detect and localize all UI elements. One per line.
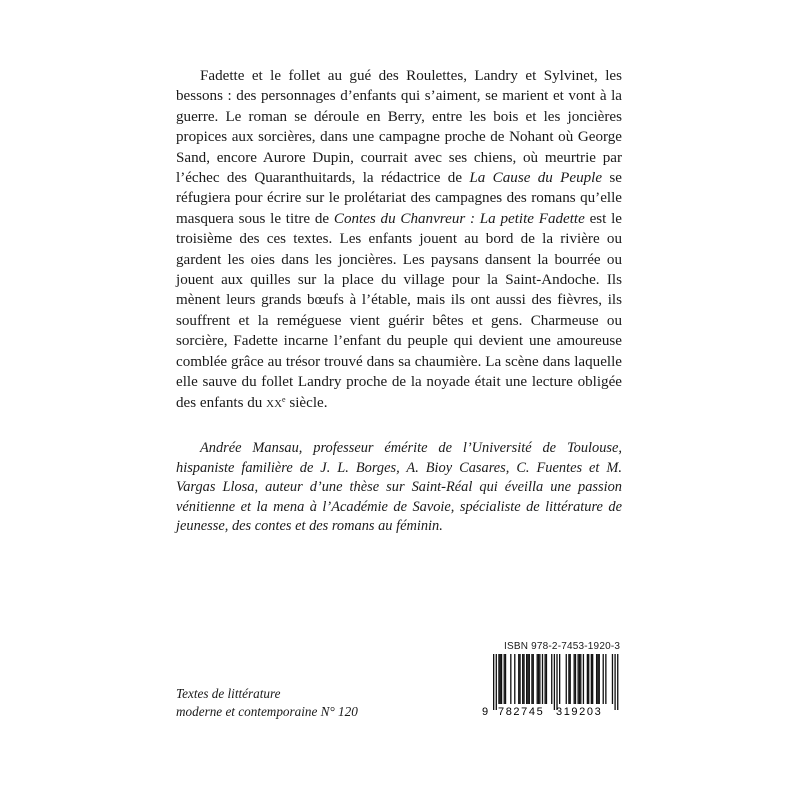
barcode-bar	[554, 654, 555, 710]
summary-text-part3: est le troisième des ces textes. Les enfants jouent au bord de la rivière ou gardent les oies dans les joncières. Les paysans dansent la bourrée ou jouent aux quilles sur la place du village pour la Saint-Andoche. Ils mènent leurs grands bœufs à l’étable, mais ils ont aussi des fièvres, ils souffrent et la reméguese vient guérir bêtes et gens. Charmeuse ou sorcière, Fadette incarne l’enfant du peuple qui devient une amoureuse comblée grâce au trésor trouvé dans sa chaumière. La scène dans laquelle elle sauve du follet Landry proche de la noyade était une lecture obligée des enfants du	[176, 210, 622, 411]
barcode-bar	[498, 654, 499, 704]
barcode-block	[480, 641, 624, 717]
series-line-2: moderne et contemporaine N° 120	[176, 704, 358, 719]
summary-text-part4: siècle.	[285, 394, 328, 411]
barcode-bar	[568, 654, 569, 704]
barcode-bar	[580, 654, 581, 704]
series-line-1: Textes de littérature	[176, 686, 281, 701]
summary-text-part1: Fadette et le follet au gué des Roulettes, Landry et Sylvinet, les bessons : des personnages d’enfants qui s’aiment, se marient et vont à la guerre. Le roman se déroule en Berry, entre les bois et les joncières propices aux sorcières, dans une campagne proche de Nohant où George Sand, encore Aurore Dupin, courrait avec ses chiens, où meurtrie par l’échec des Quaranthuitards, la rédactrice de	[176, 68, 622, 187]
century-numeral: xx	[266, 394, 283, 411]
barcode-bar	[493, 654, 494, 710]
barcode-bar	[577, 654, 578, 704]
barcode-bar	[501, 654, 502, 704]
barcode-bar	[551, 654, 552, 704]
summary-paragraph	[176, 66, 622, 413]
barcode-bar	[614, 654, 615, 710]
barcode-bar	[544, 654, 545, 704]
barcode-bar	[574, 654, 575, 704]
barcode-bar	[546, 654, 547, 704]
barcode-bar	[570, 654, 571, 704]
barcode-bar	[542, 654, 543, 704]
barcode-bar	[596, 654, 597, 704]
barcode-bar	[579, 654, 580, 704]
barcode-left-digits: 782745	[498, 706, 545, 718]
barcode-bar	[617, 654, 618, 710]
barcode-bar	[496, 654, 497, 710]
barcode-bar	[539, 654, 540, 704]
barcode-bar	[529, 654, 530, 704]
barcode-bars	[493, 654, 618, 710]
barcode-bar	[583, 654, 584, 704]
barcode-bar	[588, 654, 589, 704]
barcode-bar	[500, 654, 501, 704]
barcode-bar	[505, 654, 506, 704]
barcode-bar	[566, 654, 567, 704]
barcode-bar	[531, 654, 532, 704]
barcode-bar	[599, 654, 600, 704]
barcode-bar	[556, 654, 557, 710]
isbn-label: ISBN 978-2-7453-1920-3	[504, 641, 621, 652]
barcode-bar	[591, 654, 592, 704]
author-bio: Andrée Mansau, professeur émérite de l’Université de Toulouse, hispaniste familière de J. L. Borges, A. Bioy Casares, C. Fuentes et M. Vargas Llosa, auteur d’une thèse sur Saint-Réal qui éveilla une passion vénitienne et la mena à l’Académie de Savoie, spécialiste de littérature de jeunesse, des contes et des romans au féminin.	[176, 440, 622, 535]
barcode-right-digits: 319203	[556, 706, 603, 718]
barcode-bar	[538, 654, 539, 704]
barcode-bar	[605, 654, 606, 704]
barcode-bar	[526, 654, 527, 704]
barcode-bar	[575, 654, 576, 704]
barcode-bar	[519, 654, 520, 704]
series-info	[176, 685, 358, 721]
barcode-bar	[559, 654, 560, 704]
barcode-bar	[533, 654, 534, 704]
barcode-bar	[510, 654, 511, 704]
barcode-bar	[587, 654, 588, 704]
barcode-bar	[518, 654, 519, 704]
barcode-bar	[523, 654, 524, 704]
barcode-bar	[592, 654, 593, 704]
summary-text-part2: se réfugiera pour écrire sur le prolétariat des campagnes des romans qu’elle masquera sous le titre de	[176, 170, 622, 227]
barcode-bar	[522, 654, 523, 704]
barcode-image	[480, 654, 624, 718]
barcode-first-digit: 9	[482, 706, 489, 718]
barcode-bar	[603, 654, 604, 704]
journal-title: La Cause du Peuple	[469, 170, 603, 187]
barcode-bar	[612, 654, 613, 704]
barcode-bar	[514, 654, 515, 704]
barcode-bar	[597, 654, 598, 704]
barcode-bar	[537, 654, 538, 704]
series-title-contes: Contes du Chanvreur : La petite Fadette	[333, 210, 585, 227]
barcode-bar	[504, 654, 505, 704]
barcode-bar	[527, 654, 528, 704]
century-superscript: e	[282, 394, 286, 404]
